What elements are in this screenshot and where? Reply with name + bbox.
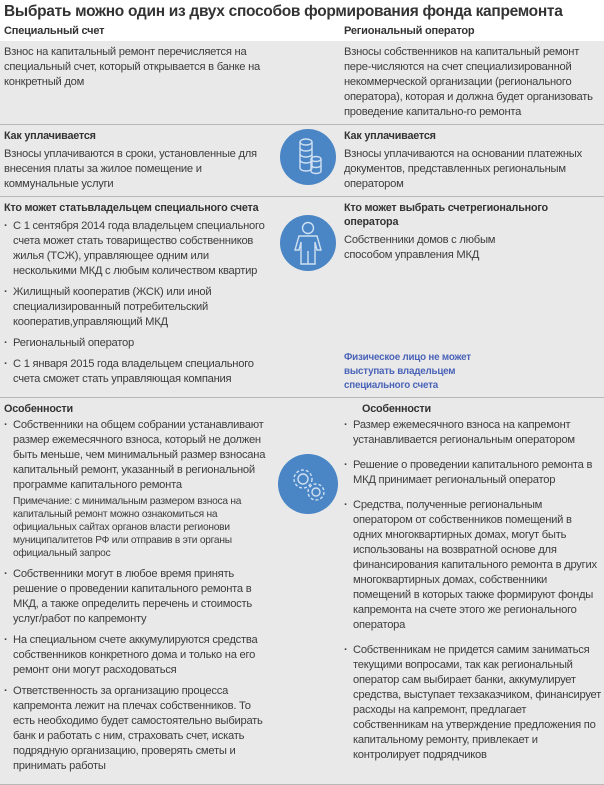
list-item: . Собственникам не придется самим заниматься текущими вопросами, так как региональный оператор сам выбирает банки, аккумулирует средства, выступает техзаказчиком, финансирует расходы на капремонт, предлагает собственникам на утверждение предложения по капитальному ремонту, привлекает и контролирует подрядчиков (344, 643, 601, 763)
owner-section (0, 197, 604, 398)
column-heading-special-account: Специальный счет (4, 25, 105, 37)
payment-left (4, 129, 272, 192)
list-item: . Решение о проведении капитального ремонта в МКД принимает региональный оператор (344, 458, 601, 488)
features-left (4, 402, 272, 780)
features-right-heading: Особенности (362, 403, 431, 415)
list-item: . Региональный оператор (4, 336, 272, 351)
list-item: . Собственники на общем собрании устанавливают размер ежемесячного взноса, который не должен быть меньше, чем минимальный размер взносана капитальный ремонт, указанный в региональной программе капитального ремонта (4, 418, 272, 493)
payment-section (0, 125, 604, 197)
list-item: . На специальном счете аккумулируются средства собственников конкретного дома и только на его ремонт они могут расходоваться (4, 633, 272, 678)
person-icon (280, 215, 336, 271)
payment-left-heading: Как уплачивается (4, 130, 96, 142)
list-item: . Ответственность за организацию процесса капремонта лежит на плечах собственников. То есть необходимо будет самостоятельно выбирать банк и работать с ним, страховать счет, искать подрядную организацию, проверять сметы и принимать работы (4, 684, 272, 774)
intro-section (0, 41, 604, 125)
list-item: . Собственники могут в любое время принять решение о проведении капитального ремонта в МКД, а также определить перечень и стоимость услуг/работ по капремонту (4, 567, 272, 627)
features-right (344, 402, 601, 780)
list-item: . Средства, полученные региональным оператором от собственников помещений в одних многоквартирных домах, могут быть использованы на возвратной основе для финансирования капитального ремонта в других многоквартирных домах, собственники помещений в которых также формируют фонды капремонта на счете этого же регионального оператора (344, 498, 601, 633)
features-left-heading: Особенности (4, 403, 73, 415)
list-item: . С 1 января 2015 года владельцем специального счета сможет стать управляющая компания (4, 357, 272, 387)
intro-left: Взнос на капитальный ремонт перечисляется на специальный счет, который открывается в банке на конкретный дом (4, 46, 261, 88)
gears-icon (278, 454, 338, 514)
features-left-note: Примечание: с минимальным размером взноса на капитальный ремонт можно ознакомиться на официальных сайтах органов власти регионови муниципалитетов РФ или отправив в эти органы официальный запрос (13, 496, 242, 559)
owner-right (344, 201, 601, 393)
page-title: Выбрать можно один из двух способов формирования фонда капремонта (4, 3, 563, 20)
payment-left-text: Взносы уплачиваются в сроки, установленные для внесения платы за жилое помещение и коммунальные услуги (4, 148, 257, 190)
list-item: . Размер ежемесячного взноса на капремонт устанавливается региональным оператором (344, 418, 601, 448)
payment-right-text: Взносы уплачиваются на основании платежных документов, представленных региональным оператором (344, 148, 582, 190)
owner-note: Физическое лицо не может выступать владельцем специального счета (344, 352, 471, 391)
coins-icon (280, 129, 336, 185)
header-band (0, 0, 604, 41)
owner-left-heading: Кто может статьвладельцем специального счета (4, 202, 259, 214)
intro-right: Взносы собственников на капитальный ремонт пере-числяются на счет специализированной некоммерческой организации (регионального оператора), которая и должна будет организовать проведение капитально-го ремонта (344, 46, 593, 118)
column-headings (0, 24, 604, 38)
list-item: . Жилищный кооператив (ЖСК) или иной специализированный потребительский кооператив,управляющий МКД (4, 285, 272, 330)
column-heading-regional-operator: Региональный оператор (344, 25, 475, 37)
list-item: . С 1 сентября 2014 года владельцем специального счета может стать товарищество собственников жилья (ТСЖ), управляющее одним или несколькими МКД с любым количеством квартир (4, 219, 272, 279)
features-section (0, 398, 604, 785)
owner-right-text: Собственники домов с любым способом управления МКД (344, 234, 496, 261)
owner-left (4, 201, 272, 393)
payment-right-heading: Как уплачивается (344, 130, 436, 142)
payment-right (344, 129, 601, 192)
owner-right-heading: Кто может выбрать счетрегионального оператора (344, 202, 548, 228)
